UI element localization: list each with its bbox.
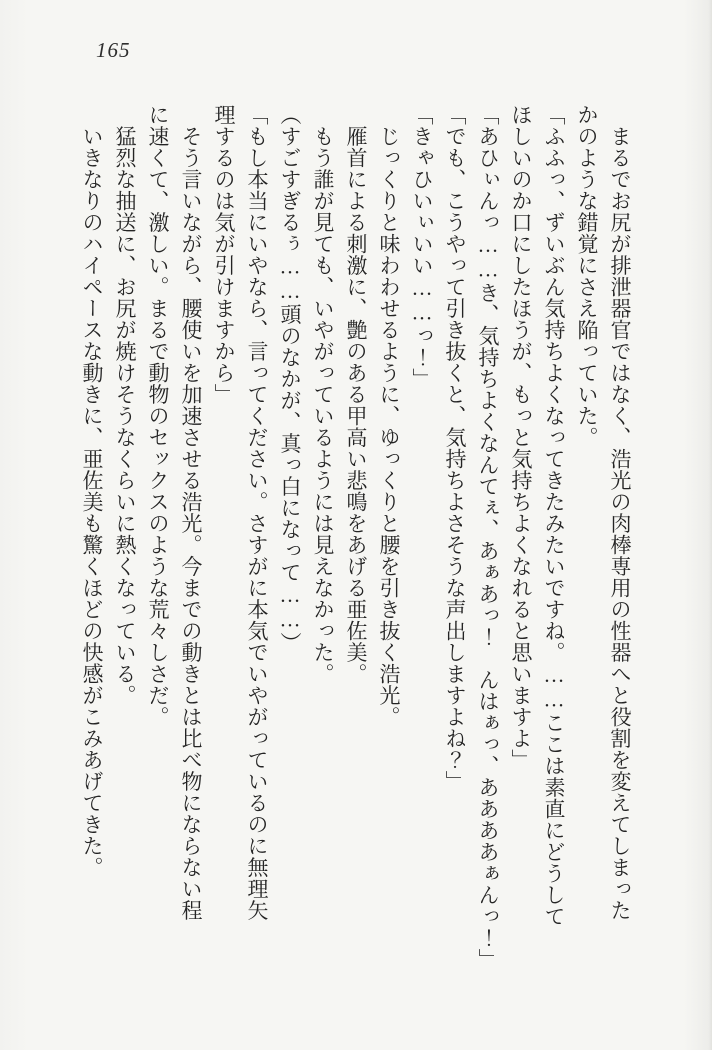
- page-number: 165: [96, 38, 131, 62]
- text-column: 理するのは気が引けますから」: [212, 104, 236, 405]
- text-column: に速くて、激しい。まるで動物のセックスのような荒々しさだ。: [146, 104, 170, 728]
- text-column: まるでお尻が排泄器官ではなく、浩光の肉棒専用の性器へと役割を変えてしまった: [608, 104, 632, 921]
- text-column: 「でも、こうやって引き抜くと、気持ちよさそうな声出しますよね？」: [443, 104, 467, 792]
- text-column: 「あひぃんっ……き、気持ちよくなんてぇ、あぁあっ！ んはぁっ、ああああぁんっ！」: [476, 104, 500, 970]
- text-column: 「きゃひいぃいい……っ！」: [410, 104, 434, 390]
- text-column: かのような錯覚にさえ陥っていた。: [575, 104, 599, 448]
- text-column: 雁首による刺激に、艶のある甲高い悲鳴をあげる亜佐美。: [344, 104, 368, 685]
- text-column: 猛烈な抽送に、お尻が焼けそうなくらいに熱くなっている。: [113, 104, 137, 706]
- text-column: もう誰が見ても、いやがっているようには見えなかった。: [311, 104, 335, 685]
- text-block: [75, 104, 636, 1000]
- text-column: いきなりのハイペースな動きに、亜佐美も驚くほどの快感がこみあげてきた。: [80, 104, 104, 878]
- text-column: 「ふふっ、ずいぶん気持ちよくなってきたみたいですね。……ここは素直にどうして: [542, 104, 566, 927]
- text-column: じっくりと味わわせるように、ゆっくりと腰を引き抜く浩光。: [377, 104, 401, 728]
- text-column: そう言いながら、腰使いを加速させる浩光。今までの動きとは比べ物にならない程: [179, 104, 203, 921]
- text-column: （すごすぎるぅ……頭のなかが、真っ白になって……）: [278, 104, 302, 654]
- text-column: ほしいのか口にしたほうが、もっと気持ちよくなれると思いますよ」: [509, 104, 533, 771]
- text-column: 「もし本当にいやなら、言ってください。さすがに本気でいやがっているのに無理矢: [245, 104, 269, 921]
